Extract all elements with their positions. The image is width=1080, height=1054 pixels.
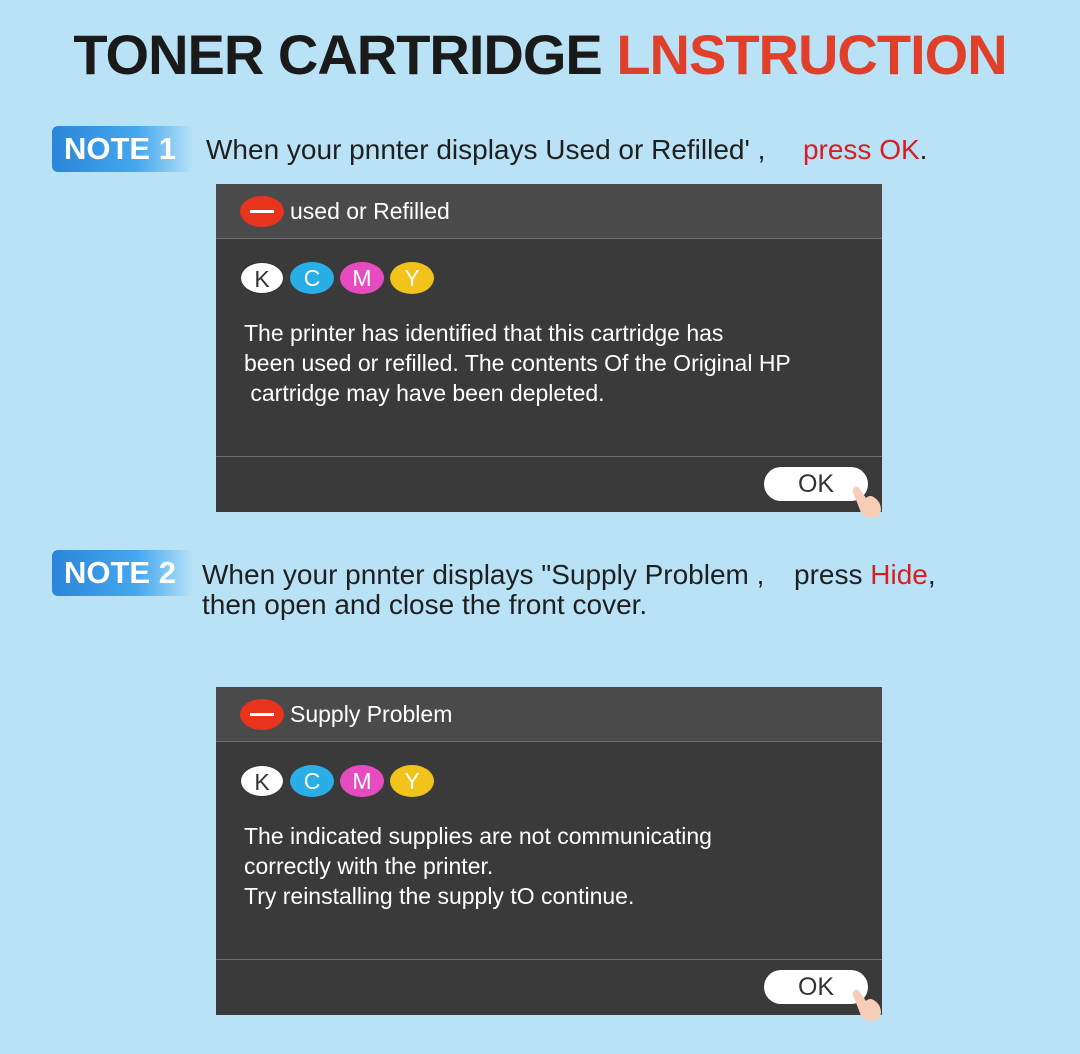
ink-yellow-icon: Y	[390, 262, 434, 294]
dialog-message-line: been used or refilled. The contents Of the Original HP	[244, 350, 791, 376]
title-part-2: LNSTRUCTION	[616, 23, 1007, 86]
dialog-message	[244, 318, 864, 408]
dialog-message-line: The printer has identified that this cartridge has	[244, 320, 724, 346]
pointing-finger-icon	[850, 484, 884, 520]
title-part-1: TONER CARTRIDGE	[73, 23, 617, 86]
note-2-badge: NOTE 2	[52, 550, 194, 596]
ink-cyan-icon: C	[290, 262, 334, 294]
dialog-message-line: cartridge may have been depleted.	[244, 380, 605, 406]
note-2-action: Hide	[870, 559, 928, 590]
note-2-text	[202, 560, 936, 590]
stop-icon	[240, 196, 284, 227]
pointing-finger-icon	[850, 987, 884, 1023]
ink-black-icon: K	[240, 765, 284, 797]
dialog-used-or-refilled	[216, 184, 882, 512]
dialog-message-line: The indicated supplies are not communicating	[244, 823, 712, 849]
dialog-divider	[216, 456, 882, 457]
page-title	[0, 22, 1080, 87]
note-1-instruction: When your pnnter displays Used or Refilled' ,	[206, 134, 766, 165]
ink-magenta-icon: M	[340, 765, 384, 797]
dialog-header	[216, 184, 882, 239]
note-1-end: .	[919, 134, 928, 165]
dialog-supply-problem	[216, 687, 882, 1015]
note-1-text	[206, 135, 927, 165]
dialog-message-line: Try reinstalling the supply tO continue.	[244, 883, 635, 909]
dialog-message-line: correctly with the printer.	[244, 853, 494, 879]
dialog-title: Supply Problem	[290, 701, 453, 727]
note-2-instruction: When your pnnter displays "Supply Problem ,	[202, 559, 765, 590]
ink-magenta-icon: M	[340, 262, 384, 294]
dialog-divider	[216, 959, 882, 960]
note-2-end: ,	[927, 559, 936, 590]
dialog-header	[216, 687, 882, 742]
dialog-message	[244, 821, 864, 911]
ink-cyan-icon: C	[290, 765, 334, 797]
note-2-action-prefix: press	[794, 559, 871, 590]
stop-icon	[240, 699, 284, 730]
ok-button[interactable]: OK	[764, 970, 868, 1004]
dialog-title: used or Refilled	[290, 198, 450, 224]
note-1-badge: NOTE 1	[52, 126, 194, 172]
note-2-line-2: then open and close the front cover.	[202, 589, 648, 620]
ink-yellow-icon: Y	[390, 765, 434, 797]
note-1-action: press OK	[802, 134, 920, 165]
ok-button[interactable]: OK	[764, 467, 868, 501]
ink-black-icon: K	[240, 262, 284, 294]
